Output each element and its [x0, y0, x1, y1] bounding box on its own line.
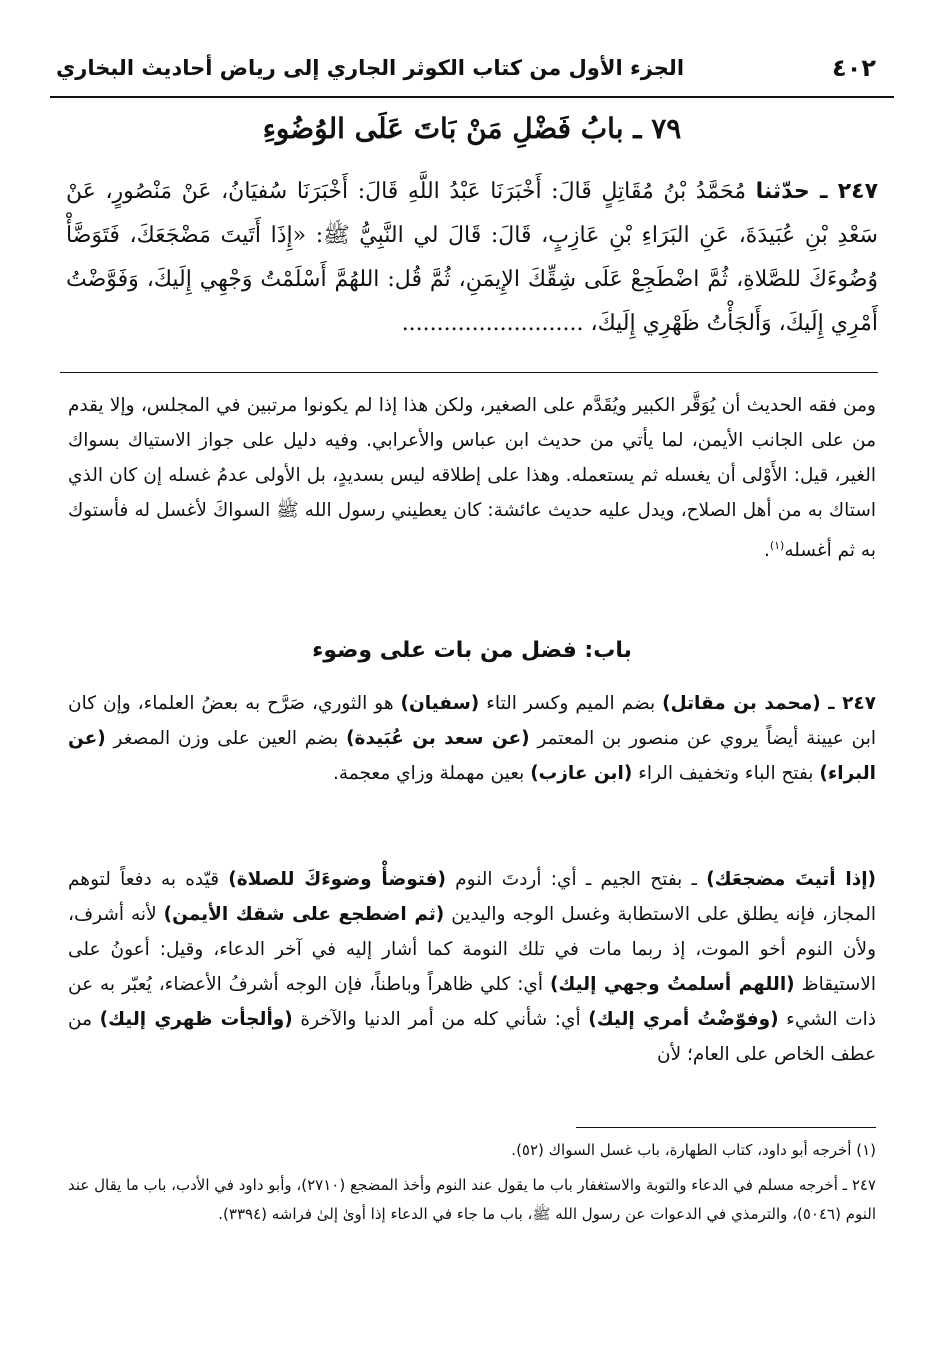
exp-text: بضم العين على وزن المصغر	[105, 728, 347, 749]
term: (اللهم أسلمتُ وجهي إليك)	[549, 974, 795, 995]
term: (وفوّضْتُ أمري إليك)	[588, 1009, 779, 1030]
explanation-paragraph	[68, 862, 876, 1072]
term: (إذا أتيتَ مضجعَك)	[706, 869, 876, 890]
exp-text: قيّده به دفعاً لتوهم المجاز، فإنه يطلق على الاستطابة وغسل الوجه واليدين	[68, 869, 876, 925]
term: (سفيان)	[400, 693, 480, 714]
explanation-narrators	[68, 686, 876, 791]
page-header	[50, 54, 894, 98]
header-rule	[50, 96, 894, 98]
footnote-1: (١) أخرجه أبو داود، كتاب الطهارة، باب غسل السواك (٥٢).	[511, 1141, 876, 1159]
exp-text: بفتح الباء وتخفيف الراء	[632, 763, 820, 784]
exp-text: بضم الميم وكسر التاء	[479, 693, 663, 714]
exp-number: ٢٤٧ ـ	[820, 693, 877, 714]
section-divider	[60, 372, 878, 373]
term: (محمد بن مقاتل)	[662, 693, 821, 714]
term: (عن البراء)	[68, 728, 876, 784]
commentary-end: .	[763, 540, 770, 562]
explanation-paragraph	[68, 686, 876, 791]
hadith-text	[66, 170, 878, 346]
term: (ثم اضطجع على شقك الأيمن)	[163, 904, 445, 925]
exp-text: أي: كلي ظاهراً وباطناً، فإن الوجه أشرفُ الأعضاء، يُعبّر به عن ذات الشيء	[68, 974, 876, 1030]
exp-text: بعين مهملة وزاي معجمة.	[332, 763, 531, 784]
footnote-ref: (١)	[769, 539, 785, 552]
footnote-rule	[576, 1127, 876, 1128]
term: (ابن عازب)	[530, 763, 633, 784]
term: (عن سعد بن عُبَيدة)	[346, 728, 530, 749]
commentary-paragraph	[68, 388, 876, 568]
hadith-number: ٢٤٧ ـ حدّثنا	[755, 179, 879, 204]
page-number: ٤٠٢	[832, 54, 876, 82]
term: (وألجأت ظهري إليك)	[99, 1009, 293, 1030]
chapter-heading: ٧٩ ـ بابُ فَضْلِ مَنْ بَاتَ عَلَى الوُضُوءِ	[262, 112, 682, 145]
commentary-text: ومن فقه الحديث أن يُوَقَّر الكبير ويُقَدَّم على الصغير، ولكن هذا إذا لم يكونوا مرتبين في المجلس، وإلا يقدم من على الجانب الأيمن، لما يأتي من حديث ابن عباس والأعرابي. وفيه دليل على جواز الاستياك بسواك الغير، قيل: الأَوْلى أن يغسله ثم يستعمله. وهذا على إطلاقه ليس بسديدٍ، بل الأولى عدمُ غسله إن كان الذي استاك به من أهل الصلاح، ويدل عليه حديث عائشة: كان يعطيني رسول الله ﷺ السواكَ لأغسل له فأستوك به ثم أغسله	[68, 395, 876, 562]
footnote-2: ٢٤٧ ـ أخرجه مسلم في الدعاء والتوبة والاستغفار باب ما يقول عند النوم وأخذ المضجع (٢٧١٠)، وأبو داود في الأدب، باب ما يقال عند النوم (٥٠٤٦)، والترمذي في الدعوات عن رسول الله ﷺ، باب ما جاء في الدعاء إذا أوىٰ إلىٰ فراشه (٣٣٩٤).	[68, 1176, 876, 1223]
exp-text: من عطف الخاص على العام؛ لأن	[68, 1009, 876, 1065]
commentary-block	[68, 388, 876, 568]
explanation-text	[68, 862, 876, 1072]
footnotes	[68, 1136, 876, 1235]
exp-text: أي: شأني كله من أمر الدنيا والآخرة	[292, 1009, 589, 1030]
exp-text: ـ بفتح الجيم ـ أي: أردتَ النوم	[445, 869, 707, 890]
section-title: باب: فضل من بات على وضوء	[312, 638, 632, 663]
term: (فتوضأْ وضوءَكَ للصلاة)	[228, 869, 446, 890]
exp-text: لأنه أشرف، ولأن النوم أخو الموت، إذ ربما مات في تلك النومة كما أشار إليه في آخر الدعاء، وقيل: أعونُ على الاستيقاظ	[68, 904, 876, 995]
running-title: الجزء الأول من كتاب الكوثر الجاري إلى رياض أحاديث البخاري	[56, 56, 685, 80]
hadith-body: مُحَمَّدُ بْنُ مُقَاتِلٍ قَالَ: أَخْبَرَنَا عَبْدُ اللَّهِ قَالَ: أَخْبَرَنَا سُفيَانُ، عَنْ مَنْصُورٍ، عَنْ سَعْدِ بْنِ عُبَيدَةَ، عَنِ البَرَاءِ بْنِ عَازِبٍ، قَالَ: قَالَ لي النَّبِيُّ ﷺ: «إِذَا أَتَيتَ مَضْجَعَكَ، فَتَوَضَّأْ وُضُوءَكَ للصَّلاةِ، ثُمَّ اضْطَجِعْ عَلَى شِقِّكَ الإِيمَنِ، ثُمَّ قُل: اللهُمَّ أَسْلَمْتُ وَجْهِي إِلَيكَ، وَفَوَّضْتُ أَمْرِي إِلَيكَ، وَأَلجَأْتُ ظَهْرِي إِلَيكَ، ..........................	[66, 179, 878, 336]
exp-text: هو الثوري، صَرَّح به بعضُ العلماء، وإن كان ابن عيينة أيضاً يروي عن منصور بن المعتمر	[68, 693, 876, 749]
